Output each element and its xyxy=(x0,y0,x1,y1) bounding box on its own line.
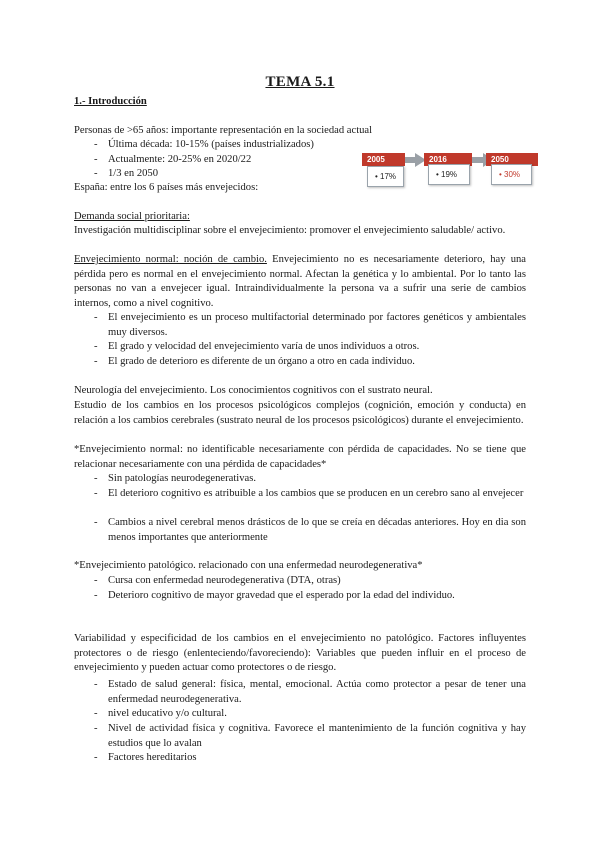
timeline-value: • 30% xyxy=(491,164,532,185)
variabilidad-text: Variabilidad y especificidad de los cambios en el envejecimiento no patológico. Factores influyentes protectores o de riesgo (enlenteciendo/favoreciendo): Variables que pueden influir en el proceso de envejecimiento y pueden actuar como protectores o de riesgo. xyxy=(74,633,526,673)
neuro-line2: Estudio de los cambios en los procesos psicológicos complejos (cognición, emoción y conducta) en relación a los cambios cerebrales (sustrato neural de los procesos psicológicos) durante el envejecimiento. xyxy=(74,400,526,426)
intro-spain: España: entre los 6 países más envejecidos: xyxy=(74,182,259,193)
timeline-value: • 17% xyxy=(367,166,404,187)
normal-bullet: El grado de deterioro es diferente de un órgano a otro en cada individuo. xyxy=(108,356,415,367)
section-heading-introduccion: 1.- Introducción xyxy=(74,96,147,107)
timeline-year: 2005 xyxy=(362,153,405,166)
bullet-marker: - xyxy=(94,752,98,763)
bullet-marker: - xyxy=(94,356,98,367)
bullet-marker: - xyxy=(94,723,98,734)
intro-bullet: Actualmente: 20-25% en 2020/22 xyxy=(108,154,252,165)
bullet-marker: - xyxy=(94,312,98,323)
bullet-marker: - xyxy=(94,679,98,690)
bullet-marker: - xyxy=(94,473,98,484)
intro-lead: Personas de >65 años: importante representación en la sociedad actual xyxy=(74,125,373,136)
normal-text: Envejecimiento no es necesariamente deterioro, hay una pérdida pero es normal en el envejecimiento normal. Afectan la genética y lo ambiental. Por lo tanto las personas no van a envejecer igual. Intraindividualmente la persona va a sufrir una serie de cambios internos, como a nivel cognitivo. xyxy=(74,254,527,309)
variabilidad-bullet: Estado de salud general: física, mental, emocional. Actúa como protector a pesar de tener una enfermedad neurodegenerativa. xyxy=(108,679,526,705)
demanda-text: Investigación multidisciplinar sobre el envejecimiento: promover el envejecimiento saludable/ activo. xyxy=(74,225,506,236)
neuro-bullet: Sin patologías neurodegenerativas. xyxy=(108,473,256,484)
normal-bullet: El envejecimiento es un proceso multifactorial determinado por factores genéticos y ambientales muy diversos. xyxy=(108,312,526,338)
bullet-marker: - xyxy=(94,139,98,150)
bullet-marker: - xyxy=(94,708,98,719)
timeline-value: • 19% xyxy=(428,164,470,185)
bullet-marker: - xyxy=(94,517,98,528)
timeline-year: 2016 xyxy=(424,153,472,166)
normal-paragraph xyxy=(74,253,526,311)
normal-heading: Envejecimiento normal: noción de cambio. xyxy=(74,254,267,265)
demanda-heading: Demanda social prioritaria: xyxy=(74,211,190,222)
variabilidad-bullet: Factores hereditarios xyxy=(108,752,197,763)
neuro-line1: Neurología del envejecimiento. Los conocimientos cognitivos con el sustrato neural. xyxy=(74,385,433,396)
page-title: TEMA 5.1 xyxy=(265,74,335,90)
bullet-marker: - xyxy=(94,341,98,352)
neuro-bullet: Cambios a nivel cerebral menos drásticos de lo que se creía en décadas anteriores. Hoy en dia son menos importantes que anteriormente xyxy=(108,517,526,543)
bullet-marker: - xyxy=(94,590,98,601)
patologico-line: *Envejecimiento patológico. relacionado con una enfermedad neurodegenerativa* xyxy=(74,560,423,571)
patologico-bullet: Deterioro cognitivo de mayor gravedad que el esperado por la edad del individuo. xyxy=(108,590,455,601)
neuro-line3: *Envejecimiento normal: no identificable necesariamente con pérdida de capacidades. No se tiene que relacionar necesariamente con una pérdida de capacidades* xyxy=(74,444,526,470)
neuro-bullet: El deterioro cognitivo es atribuible a los cambios que se producen en un cerebro sano al envejecer xyxy=(108,488,524,499)
bullet-marker: - xyxy=(94,575,98,586)
variabilidad-bullet: Nivel de actividad física y cognitiva. Favorece el mantenimiento de la función cognitiva y hay estudios que lo avalan xyxy=(108,723,526,749)
intro-bullet: Última década: 10-15% (países industrializados) xyxy=(108,139,314,150)
intro-bullet: 1/3 en 2050 xyxy=(108,168,159,179)
bullet-marker: - xyxy=(94,168,98,179)
bullet-marker: - xyxy=(94,488,98,499)
normal-bullet: El grado y velocidad del envejecimiento varía de unos individuos a otros. xyxy=(108,341,420,352)
timeline-year: 2050 xyxy=(486,153,538,166)
variabilidad-bullet: nivel educativo y/o cultural. xyxy=(108,708,227,719)
bullet-marker: - xyxy=(94,154,98,165)
patologico-bullet: Cursa con enfermedad neurodegenerativa (DTA, otras) xyxy=(108,575,341,586)
